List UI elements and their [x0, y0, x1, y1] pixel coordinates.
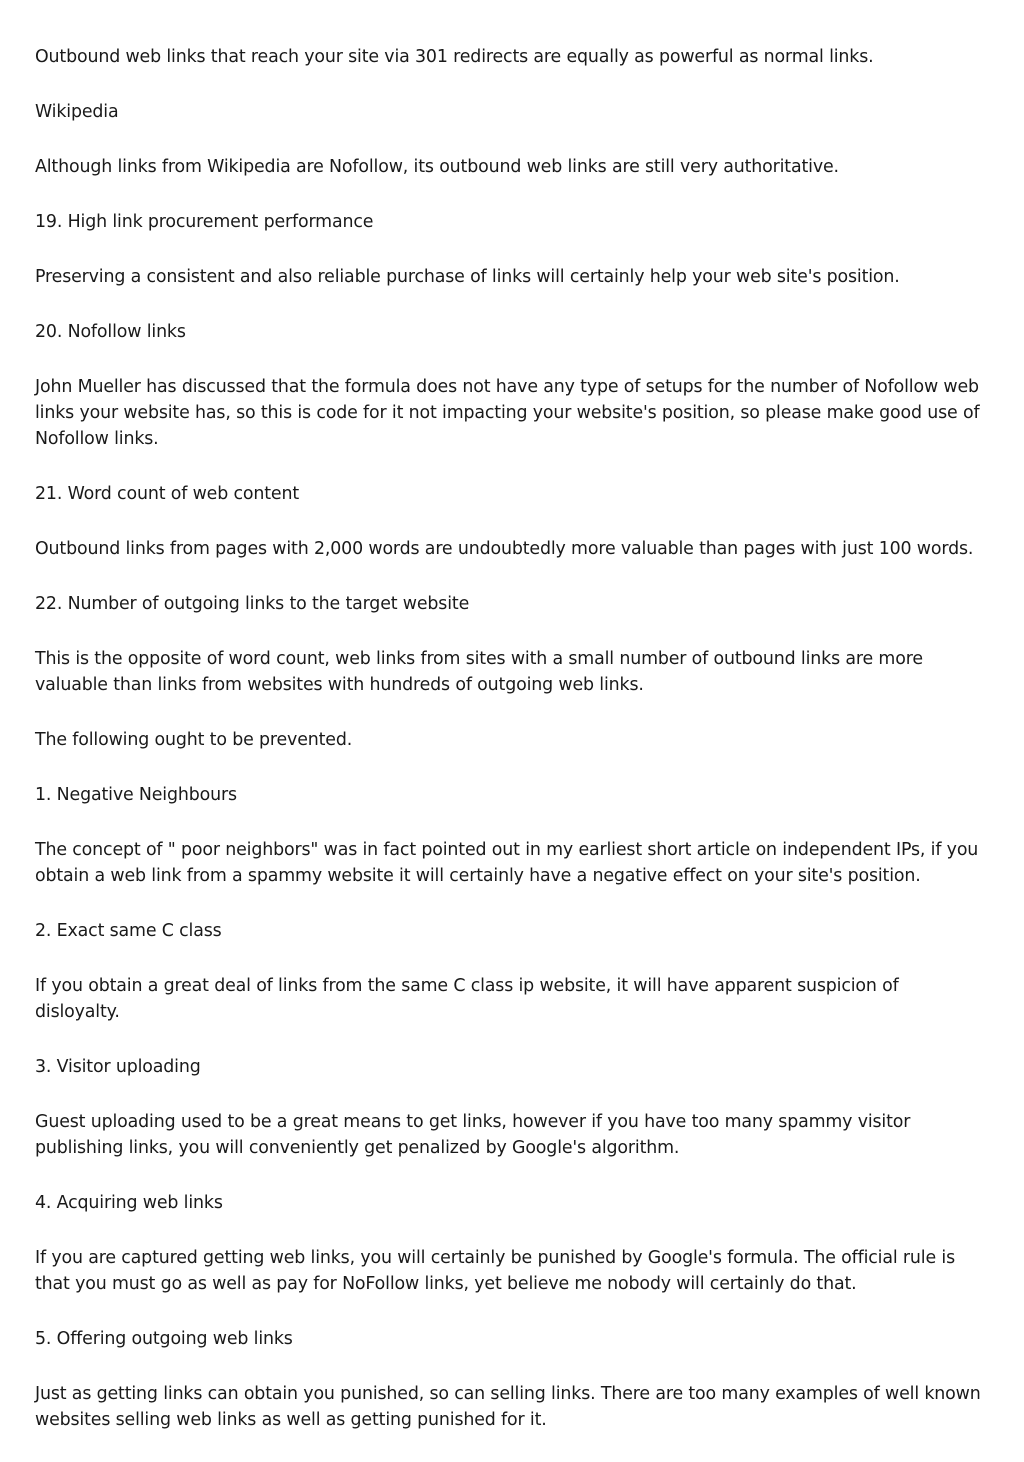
paragraph-negative-5: Just as getting links can obtain you punished, so can selling links. There are too many examples of well known websites selling web links as well as getting punished for it. [35, 1384, 981, 1430]
paragraph-21: Outbound links from pages with 2,000 words are undoubtedly more valuable than pages with just 100 words. [35, 539, 974, 559]
heading-negative-5: 5. Offering outgoing web links [35, 1329, 293, 1349]
heading-21: 21. Word count of web content [35, 484, 300, 504]
heading-wikipedia: Wikipedia [35, 102, 119, 122]
paragraph-301-redirects: Outbound web links that reach your site via 301 redirects are equally as powerful as normal links. [35, 47, 874, 67]
document-body [35, 44, 985, 1462]
heading-22: 22. Number of outgoing links to the target website [35, 594, 470, 614]
paragraph-22: This is the opposite of word count, web links from sites with a small number of outbound links are more valuable than links from websites with hundreds of outgoing web links. [35, 649, 923, 695]
heading-19: 19. High link procurement performance [35, 212, 374, 232]
paragraph-20: John Mueller has discussed that the formula does not have any type of setups for the number of Nofollow web links your website has, so this is code for it not impacting your website's position, so please make good use of Nofollow links. [35, 377, 980, 449]
paragraph-negative-1: The concept of " poor neighbors" was in fact pointed out in my earliest short article on independent IPs, if you obtain a web link from a spammy website it will certainly have a negative effect on your site's position. [35, 840, 979, 886]
paragraph-negative-4: If you are captured getting web links, you will certainly be punished by Google's formula. The official rule is that you must go as well as pay for NoFollow links, yet believe me nobody will certainly do that. [35, 1248, 955, 1294]
heading-20: 20. Nofollow links [35, 322, 186, 342]
paragraph-wikipedia: Although links from Wikipedia are Nofollow, its outbound web links are still very authoritative. [35, 157, 839, 177]
paragraph-19: Preserving a consistent and also reliable purchase of links will certainly help your web site's position. [35, 267, 900, 287]
paragraph-negative-3: Guest uploading used to be a great means to get links, however if you have too many spammy visitor publishing links, you will conveniently get penalized by Google's algorithm. [35, 1112, 911, 1158]
heading-negative-1: 1. Negative Neighbours [35, 785, 237, 805]
heading-negative-4: 4. Acquiring web links [35, 1193, 223, 1213]
heading-negative-2: 2. Exact same C class [35, 921, 222, 941]
heading-negative-3: 3. Visitor uploading [35, 1057, 201, 1077]
paragraph-negative-2: If you obtain a great deal of links from the same C class ip website, it will have apparent suspicion of disloyalty. [35, 976, 899, 1022]
paragraph-prevented-intro: The following ought to be prevented. [35, 730, 353, 750]
